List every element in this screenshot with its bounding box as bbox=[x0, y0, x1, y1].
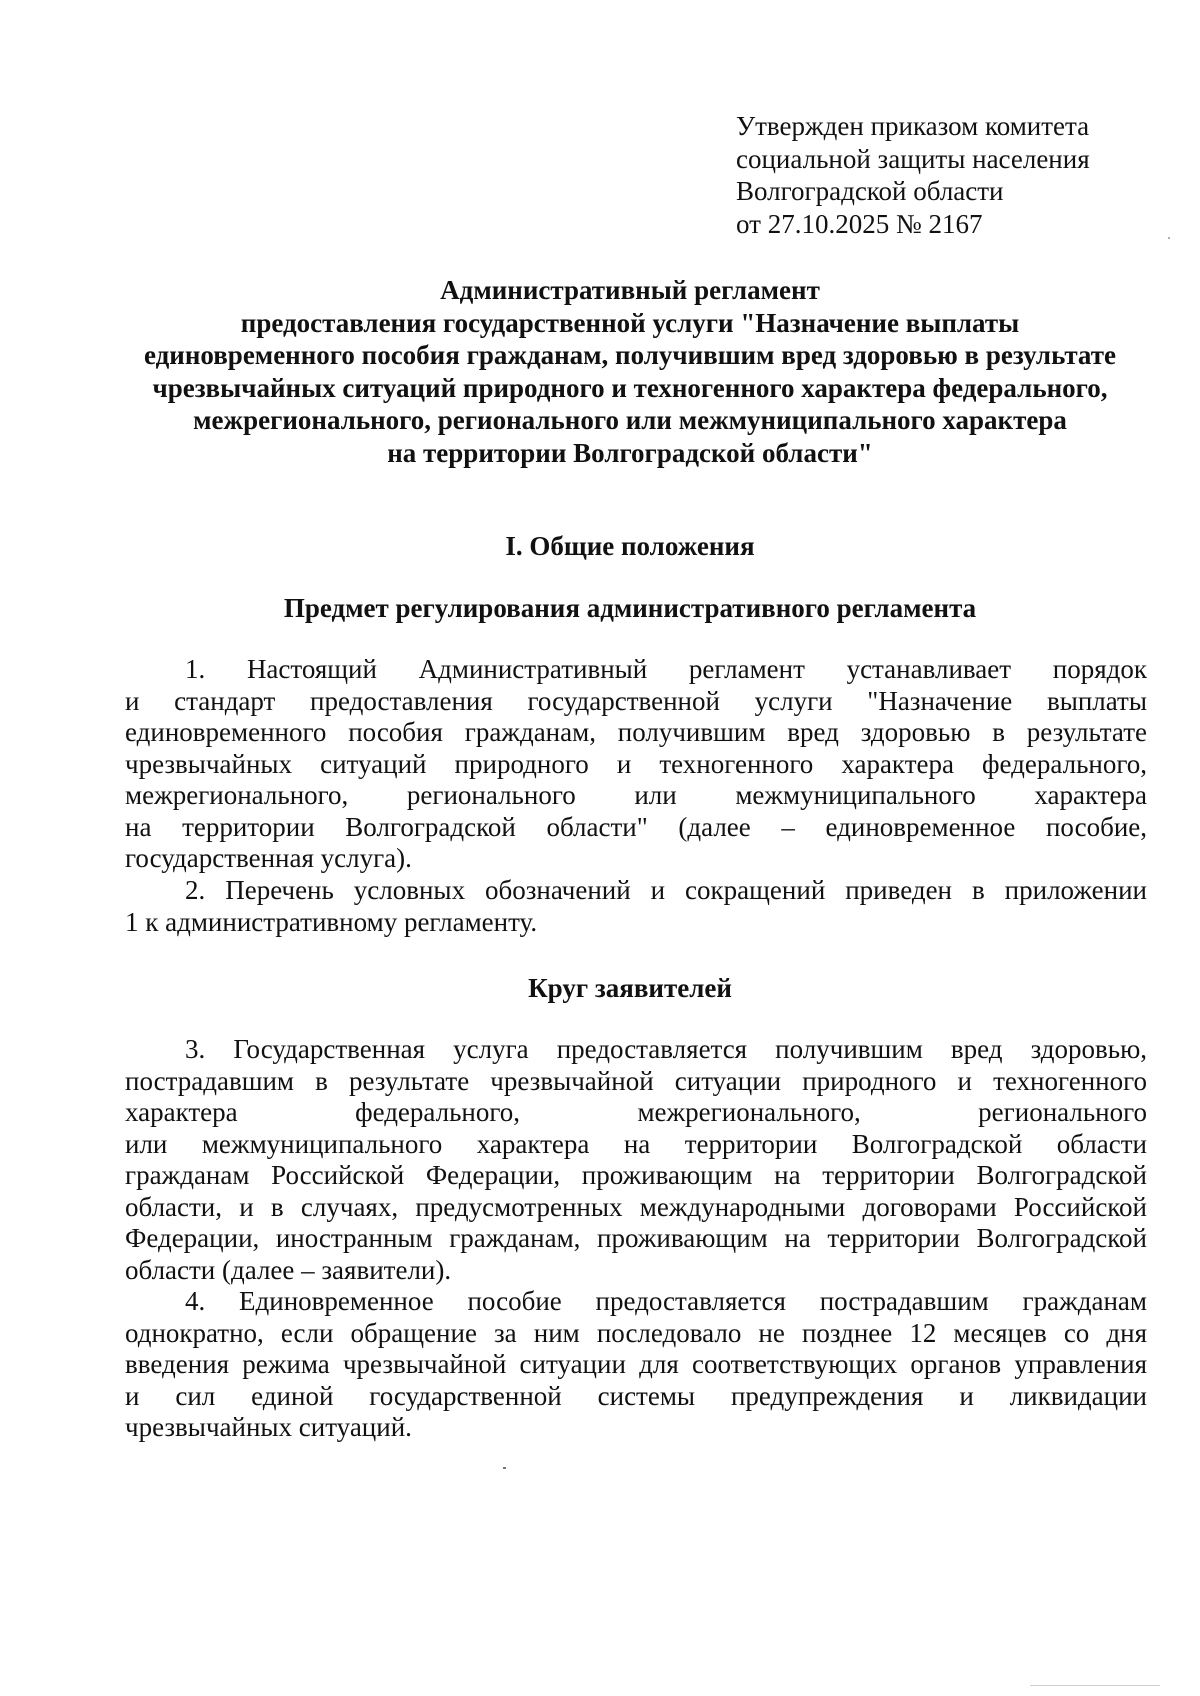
scan-speck bbox=[1168, 237, 1170, 239]
paragraph-line: 1. Настоящий Административный регламент устанавливает порядок bbox=[185, 654, 1147, 684]
paragraph-line: и сил единой государственной системы предупреждения и ликвидации bbox=[125, 1380, 1147, 1411]
paragraph-line: Федерации, иностранным гражданам, проживающим на территории Волгоградской bbox=[125, 1223, 1147, 1253]
scan-edge-line bbox=[1030, 1685, 1160, 1686]
approval-line: от 27.10.2025 № 2167 bbox=[736, 208, 983, 239]
title-line: чрезвычайных ситуаций природного и техногенного характера федерального, bbox=[152, 372, 1108, 403]
paragraph-line: области, и в случаях, предусмотренных международными договорами Российской bbox=[125, 1191, 1147, 1222]
paragraph-line: гражданам Российской Федерации, проживающим на территории Волгоградской bbox=[125, 1160, 1147, 1190]
approval-line: социальной защиты населения bbox=[736, 143, 1090, 174]
paragraph-1 bbox=[125, 654, 1147, 875]
paragraph-line: государственная услуга). bbox=[125, 843, 412, 873]
paragraph-line: 4. Единовременное пособие предоставляется пострадавшим гражданам bbox=[185, 1286, 1147, 1316]
paragraph-line: характера федерального, межрегионального, регионального bbox=[125, 1097, 1147, 1127]
approval-line: Волгоградской области bbox=[736, 176, 1004, 206]
paragraph-line: однократно, если обращение за ним последовало не позднее 12 месяцев со дня bbox=[125, 1317, 1147, 1348]
approval-line: Утвержден приказом комитета bbox=[736, 111, 1090, 141]
paragraph-line: 2. Перечень условных обозначений и сокращений приведен в приложении bbox=[185, 875, 1147, 905]
paragraph-line: на территории Волгоградской области" (далее – единовременное пособие, bbox=[125, 811, 1147, 842]
title-line: единовременного пособия гражданам, получившим вред здоровью в результате bbox=[144, 340, 1116, 370]
scan-speck bbox=[503, 1467, 506, 1469]
document-title bbox=[110, 274, 1150, 469]
paragraph-line: введения режима чрезвычайной ситуации для соответствующих органов управления bbox=[125, 1349, 1147, 1379]
paragraph-4 bbox=[125, 1286, 1147, 1444]
section-heading: I. Общие положения bbox=[505, 531, 755, 561]
subsection-heading: Круг заявителей bbox=[528, 973, 732, 1003]
title-line: межрегионального, регионального или межмуниципального характера bbox=[193, 405, 1067, 435]
paragraph-line: пострадавшим в результате чрезвычайной ситуации природного и техногенного bbox=[125, 1065, 1147, 1096]
paragraph-line: единовременного пособия гражданам, получившим вред здоровью в результате bbox=[125, 717, 1147, 747]
paragraph-line: чрезвычайных ситуаций. bbox=[125, 1412, 412, 1442]
paragraph-2 bbox=[125, 875, 1147, 938]
approval-block bbox=[736, 110, 1156, 240]
paragraph-line: области (далее – заявители). bbox=[125, 1254, 452, 1285]
paragraph-3 bbox=[125, 1034, 1147, 1286]
title-line: предоставления государственной услуги "Назначение выплаты bbox=[240, 307, 1020, 338]
title-line: на территории Волгоградской области" bbox=[387, 437, 873, 468]
subsection-heading: Предмет регулирования административного регламента bbox=[283, 593, 977, 623]
paragraph-line: 3. Государственная услуга предоставляется получившим вред здоровью, bbox=[185, 1034, 1147, 1064]
paragraph-line: или межмуниципального характера на территории Волгоградской области bbox=[125, 1128, 1147, 1159]
title-line: Административный регламент bbox=[440, 275, 820, 305]
paragraph-line: чрезвычайных ситуаций природного и техногенного характера федерального, bbox=[125, 748, 1147, 779]
paragraph-line: межрегионального, регионального или межмуниципального характера bbox=[125, 780, 1147, 810]
paragraph-line: 1 к административному регламенту. bbox=[125, 906, 538, 937]
paragraph-line: и стандарт предоставления государственной услуги "Назначение выплаты bbox=[125, 685, 1147, 716]
